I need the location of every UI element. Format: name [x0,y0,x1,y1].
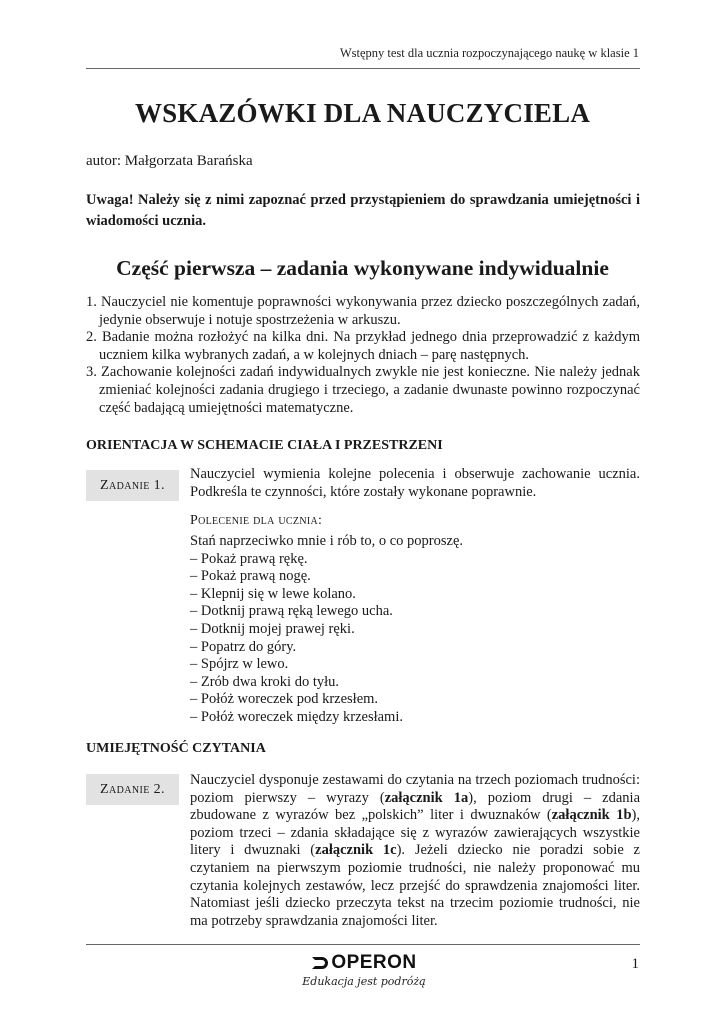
header-divider [86,68,640,69]
text-segment: ), poziom drugi – zdania zbudowane z wyrazów bez „polskich” liter i dwuznaków ( [190,789,641,824]
command-item: – Połóż woreczek między krzesłami. [190,708,403,725]
command-item: – Spójrz w lewo. [190,656,289,673]
page-number: 1 [631,956,639,972]
command-item: Stań naprzeciwko mnie i rób to, o co poproszę. [190,533,464,549]
attachment-ref-1c: załącznik 1c [315,842,397,859]
command-item: – Dotknij mojej prawej ręki. [190,620,355,637]
task-2-description [190,772,640,930]
command-item: – Zrób dwa kroki do tyłu. [190,673,340,690]
task-label-1: Zadanie 1. [86,470,179,501]
command-item: – Połóż woreczek pod krzesłem. [190,691,379,708]
section-title-part-one: Część pierwsza – zadania wykonywane indywidualnie [116,256,609,280]
rule-item: 1. Nauczyciel nie komentuje poprawności wykonywania przez dziecko poszczególnych zadań, jedynie obserwuje i notuje spostrzeżenia w arkuszu. [86,294,640,328]
text-segment: ), poziom trzeci – zdania składające się z wyrazów zawierających wszystkie litery i dwuznaki ( [190,807,640,859]
logo-text: OPERON [331,952,417,973]
running-header: Wstępny test dla ucznia rozpoczynającego naukę w klasie 1 [339,46,639,60]
command-header: Polecenie dla ucznia: [190,513,323,528]
attachment-ref-1a: załącznik 1a [384,789,469,806]
heading-orientation: ORIENTACJA W SCHEMACIE CIAŁA I PRZESTRZENI [86,438,443,453]
text-segment: Nauczyciel dysponuje zestawami do czytania na trzech poziomach trudności: poziom pierwszy – wyrazy ( [190,772,640,806]
command-item: – Dotknij prawą ręką lewego ucha. [190,603,393,620]
command-list [190,533,463,727]
tagline: Edukacja jest podróżą [302,975,426,988]
rule-item: 3. Zachowanie kolejności zadań indywidualnych zwykle nie jest konieczne. Nie należy jednak zmieniać kolejności zadania drugiego i trzeciego, a zadanie dwunaste powinno rozpoczynać część badającą umiejętności matematyczne. [86,364,640,416]
page-title: WSKAZÓWKI DLA NAUCZYCIELA [134,98,591,128]
footer-divider [86,944,640,945]
task-label-2: Zadanie 2. [86,774,179,805]
task-1-description: Nauczyciel wymienia kolejne polecenia i obserwuje zachowanie ucznia. Podkreśla te czynności, które zostały wykonane poprawnie. [190,466,640,500]
warning-note: Uwaga! Należy się z nimi zapoznać przed przystąpieniem do sprawdzania umiejętności i wiadomości ucznia. [86,192,640,229]
command-item: – Pokaż prawą nogę. [190,568,311,585]
attachment-ref-1b: załącznik 1b [551,807,632,824]
operon-mark-icon [311,955,329,971]
command-item: – Pokaż prawą rękę. [190,550,308,567]
command-item: – Klepnij się w lewe kolano. [190,585,356,602]
rule-item: 2. Badanie można rozłożyć na kilka dni. Na przykład jednego dnia przeprowadzić z każdym uczniem kilka wybranych zadań, a w kolejnych dniach – parę następnych. [86,329,640,363]
publisher-logo [302,952,426,988]
rules-list [86,294,640,417]
command-item: – Popatrz do góry. [190,638,297,655]
heading-reading: UMIEJĘTNOŚĆ CZYTANIA [86,741,266,756]
text-segment: ). Jeżeli dziecko nie poradzi sobie z czytaniem na pierwszym poziomie trudności, nie należy proponować mu czytania kolejnych zestawów, lecz przejść do sprawdzenia znajomości liter. Natomiast jeśli dziecko przeczyta tekst na trzecim poziomie trudności, nie ma potrzeby sprawdzania znajomości liter. [190,842,640,929]
author-line: autor: Małgorzata Barańska [86,153,253,169]
